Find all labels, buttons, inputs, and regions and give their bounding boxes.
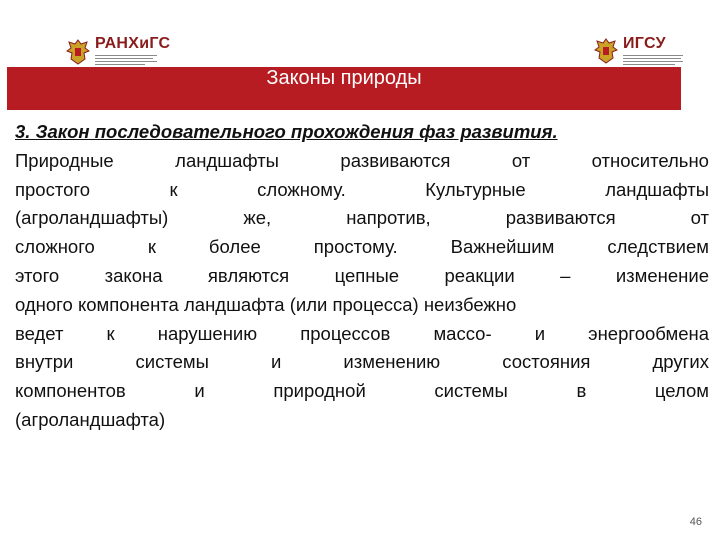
paragraph-word: массо- <box>433 322 492 344</box>
paragraph-line <box>15 377 709 406</box>
body-text <box>15 118 709 435</box>
paragraph-word: простому. <box>313 236 398 258</box>
paragraph-word: от <box>511 149 531 171</box>
page-number: 46 <box>689 516 702 528</box>
paragraph-word: Важнейшим <box>450 236 555 258</box>
paragraph-word: развиваются <box>340 149 451 171</box>
paragraph-word: следствием <box>607 236 709 258</box>
paragraph-word: в <box>576 380 587 402</box>
paragraph-word: целом <box>654 380 709 402</box>
paragraph-word: нарушению <box>157 322 258 344</box>
paragraph-word: напротив, <box>346 207 431 229</box>
paragraph-line <box>15 262 709 291</box>
law-heading-line <box>15 118 709 147</box>
paragraph-word: же, <box>243 207 272 229</box>
paragraph-word: простого <box>15 178 91 200</box>
ranepa-logo <box>66 36 170 68</box>
slide-title: Законы природы <box>266 67 422 89</box>
paragraph-line <box>15 291 709 320</box>
paragraph-word: к <box>147 236 156 258</box>
paragraph-word: одного компонента ландшафта (или процесса) неизбежно <box>15 293 517 315</box>
paragraph-word: (агроландшафты) <box>15 207 169 229</box>
paragraph-word: цепные <box>334 264 400 286</box>
paragraph-line <box>15 320 709 349</box>
paragraph-word: закона <box>104 264 163 286</box>
title-bar <box>7 67 681 110</box>
paragraph-word: сложному. <box>257 178 346 200</box>
paragraph-word: внутри <box>15 351 74 373</box>
paragraph-word: и <box>270 351 282 373</box>
eagle-emblem-icon <box>66 39 90 65</box>
paragraph-word: являются <box>207 264 290 286</box>
paragraph-word: более <box>208 236 261 258</box>
paragraph-word: и <box>194 380 205 402</box>
paragraph-word: сложного <box>15 236 95 258</box>
paragraph-word: этого <box>15 264 60 286</box>
paragraph-word: от <box>690 207 709 229</box>
paragraph-word: относительно <box>591 149 709 171</box>
paragraph-word: состояния <box>502 351 591 373</box>
paragraph-word: к <box>169 178 178 200</box>
paragraph-word: энергообмена <box>588 322 709 344</box>
igsu-logo-name: ИГСУ <box>623 35 666 52</box>
paragraph-word: Природные <box>15 149 114 171</box>
paragraph-word: изменение <box>615 264 709 286</box>
paragraph-line <box>15 147 709 176</box>
paragraph-line <box>15 233 709 262</box>
paragraph-line <box>15 204 709 233</box>
paragraph-word: других <box>652 351 709 373</box>
paragraph-word: процессов <box>300 322 391 344</box>
paragraph-word: изменению <box>343 351 441 373</box>
paragraph-word: природной <box>273 380 366 402</box>
paragraph-word: – <box>560 264 571 286</box>
paragraph-word: (агроландшафта) <box>15 408 166 430</box>
paragraph-word: ландшафты <box>175 149 279 171</box>
paragraph-word: и <box>534 322 546 344</box>
igsu-logo-caption <box>623 55 683 65</box>
eagle-emblem-icon <box>594 38 618 64</box>
law-heading: 3. Закон последовательного прохождения фаз развития. <box>15 121 558 142</box>
paragraph-word: ведет <box>15 322 64 344</box>
paragraph-word: к <box>106 322 115 344</box>
igsu-logo <box>594 36 683 65</box>
paragraph-word: системы <box>434 380 508 402</box>
paragraph-word: системы <box>135 351 209 373</box>
paragraph-word: Культурные <box>425 178 526 200</box>
paragraph-line <box>15 348 709 377</box>
paragraph-word: ландшафты <box>605 178 709 200</box>
ranepa-logo-name: РАНХиГС <box>95 35 171 52</box>
paragraph-word: компонентов <box>15 380 126 402</box>
paragraph-word: развиваются <box>505 207 616 229</box>
law-paragraph <box>15 147 709 435</box>
paragraph-word: реакции <box>444 264 515 286</box>
paragraph-line <box>15 406 709 435</box>
paragraph-line <box>15 176 709 205</box>
